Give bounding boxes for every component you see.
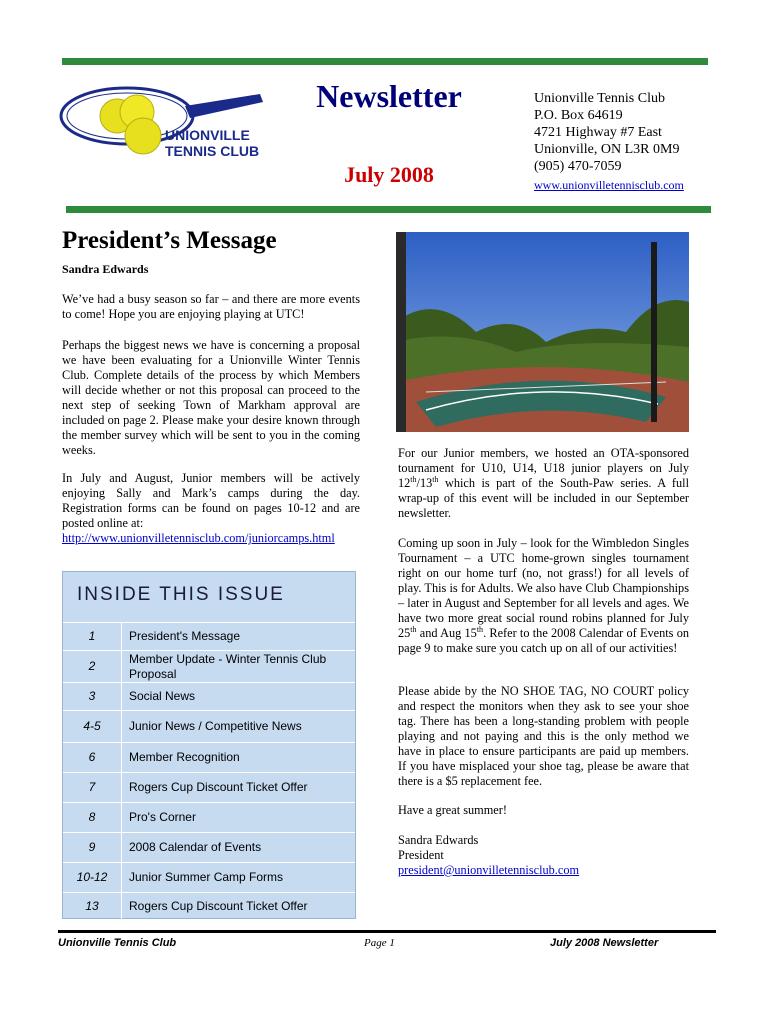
shoe-tag-paragraph: Please abide by the NO SHOE TAG, NO COURT policy and respect the monitors when they ask to see your shoe tag. There has been a long-standing problem with people playing and not paying and this is the only method we have in place to ensure participants are paid up members. If you have misplaced your shoe tag, please be aware that there is a $5 replacement fee. bbox=[398, 684, 689, 788]
toc-item-title: President's Message bbox=[129, 629, 241, 643]
paragraph-3 bbox=[62, 471, 360, 546]
toc-item-title: Junior Summer Camp Forms bbox=[129, 870, 284, 884]
toc-item-title: Junior News / Competitive News bbox=[129, 719, 302, 733]
toc-row bbox=[63, 832, 355, 863]
toc-heading-text: INSIDE THIS ISSUE bbox=[77, 584, 285, 605]
toc-separator bbox=[121, 743, 122, 773]
footer-club-name: Unionville Tennis Club bbox=[58, 937, 177, 949]
toc-row bbox=[63, 622, 355, 651]
toc-separator bbox=[121, 623, 122, 651]
address-po-box: P.O. Box 64619 bbox=[534, 108, 623, 123]
toc-row bbox=[63, 682, 355, 711]
toc-page-number: 9 bbox=[88, 840, 96, 854]
paragraph-3-text: In July and August, Junior members will be actively enjoying Sally and Mark’s camps during the day. Registration forms can be found on pages 10-12 and are posted online at: bbox=[62, 471, 360, 530]
footer-page-number: Page 1 bbox=[364, 937, 395, 949]
address-street: 4721 Highway #7 East bbox=[534, 125, 662, 140]
toc-page-number: 1 bbox=[88, 629, 96, 643]
website-link[interactable]: www.unionvilletennisclub.com bbox=[534, 178, 684, 192]
newsletter-title: Newsletter bbox=[316, 78, 462, 114]
issue-date: July 2008 bbox=[344, 162, 434, 187]
tennis-court-photo bbox=[396, 232, 689, 432]
junior-tournament-paragraph: For our Junior members, we hosted an OTA-sponsored tournament for U10, U14, U18 junior players on July 12th/13th which is part of the South-Paw series. A full wrap-up of this event will be included in our September newsletter. bbox=[398, 446, 689, 520]
header-bottom-rule bbox=[66, 206, 711, 213]
toc-separator bbox=[121, 863, 122, 893]
toc-item-title: Rogers Cup Discount Ticket Offer bbox=[129, 780, 308, 794]
toc-item-title: Social News bbox=[129, 689, 196, 703]
toc-page-number: 3 bbox=[88, 689, 96, 703]
toc-separator bbox=[121, 893, 122, 921]
toc-item-title: Pro's Corner bbox=[129, 810, 196, 824]
toc-row bbox=[63, 772, 355, 803]
logo-text-line1: UNIONVILLE bbox=[165, 127, 250, 143]
toc-page-number: 2 bbox=[88, 659, 96, 673]
address-city: Unionville, ON L3R 0M9 bbox=[534, 142, 680, 157]
signature-name: Sandra Edwards bbox=[398, 833, 479, 847]
toc-separator bbox=[121, 651, 122, 683]
toc-page-number: 8 bbox=[88, 810, 96, 824]
inside-this-issue-heading bbox=[77, 584, 285, 606]
footer-issue: July 2008 Newsletter bbox=[550, 937, 659, 949]
toc-separator bbox=[121, 683, 122, 711]
toc-row bbox=[63, 650, 355, 683]
toc-separator bbox=[121, 711, 122, 743]
signature-block bbox=[398, 833, 579, 878]
toc-page-number: 13 bbox=[85, 899, 99, 913]
toc-page-number: 4-5 bbox=[83, 719, 101, 733]
club-logo bbox=[55, 76, 285, 166]
address-phone: (905) 470-7059 bbox=[534, 159, 622, 174]
club-address bbox=[534, 90, 684, 194]
closing-line: Have a great summer! bbox=[398, 803, 507, 817]
toc-row bbox=[63, 802, 355, 833]
toc-item-title: Member Update - Winter Tennis Club Proposal bbox=[129, 652, 327, 681]
address-name: Unionville Tennis Club bbox=[534, 91, 665, 106]
toc-row bbox=[63, 710, 355, 743]
toc-separator bbox=[121, 803, 122, 833]
presidents-message-heading: President’s Message bbox=[62, 227, 277, 254]
toc-row bbox=[63, 862, 355, 893]
toc-page-number: 10-12 bbox=[76, 870, 108, 884]
footer-rule bbox=[58, 930, 716, 933]
logo-text-line2: TENNIS CLUB bbox=[165, 143, 260, 159]
toc-row bbox=[63, 892, 355, 921]
toc-row bbox=[63, 742, 355, 773]
signature-title: President bbox=[398, 848, 444, 862]
toc-separator bbox=[121, 833, 122, 863]
toc-page-number: 7 bbox=[88, 780, 96, 794]
toc-item-title: Rogers Cup Discount Ticket Offer bbox=[129, 899, 308, 913]
toc-item-title: 2008 Calendar of Events bbox=[129, 840, 262, 854]
toc-page-number: 6 bbox=[88, 750, 96, 764]
toc-item-title: Member Recognition bbox=[129, 750, 240, 764]
author-name: Sandra Edwards bbox=[62, 262, 149, 276]
paragraph-2: Perhaps the biggest news we have is concerning a proposal we have been evaluating for a Unionville Winter Tennis Club. Complete details of the process by which Members will decide whether or not this proposal can proceed to the next step of seeking Town of Markham approval are included on page 2. Please make your desire known through the member survey which will be sent to you in the coming weeks. bbox=[62, 338, 360, 457]
president-email-link[interactable]: president@unionvilletennisclub.com bbox=[398, 863, 580, 877]
top-rule bbox=[62, 58, 708, 65]
upcoming-events-paragraph: Coming up soon in July – look for the Wimbledon Singles Tournament – a UTC home-grown singles tournament right on our home turf (no, not grass!) for all levels of play. This is for Adults. We also have Club Championships – later in August and September for all levels and ages. We have two more great social round robins planned for July 25th and Aug 15th. Refer to the 2008 Calendar of Events on page 9 to make sure you catch up on all of our activities! bbox=[398, 536, 689, 655]
junior-camps-link[interactable]: http://www.unionvilletennisclub.com/juniorcamps.html bbox=[62, 531, 335, 545]
inside-this-issue-box bbox=[62, 571, 356, 919]
paragraph-1: We’ve had a busy season so far – and there are more events to come! Hope you are enjoying playing at UTC! bbox=[62, 292, 360, 321]
toc-separator bbox=[121, 773, 122, 803]
